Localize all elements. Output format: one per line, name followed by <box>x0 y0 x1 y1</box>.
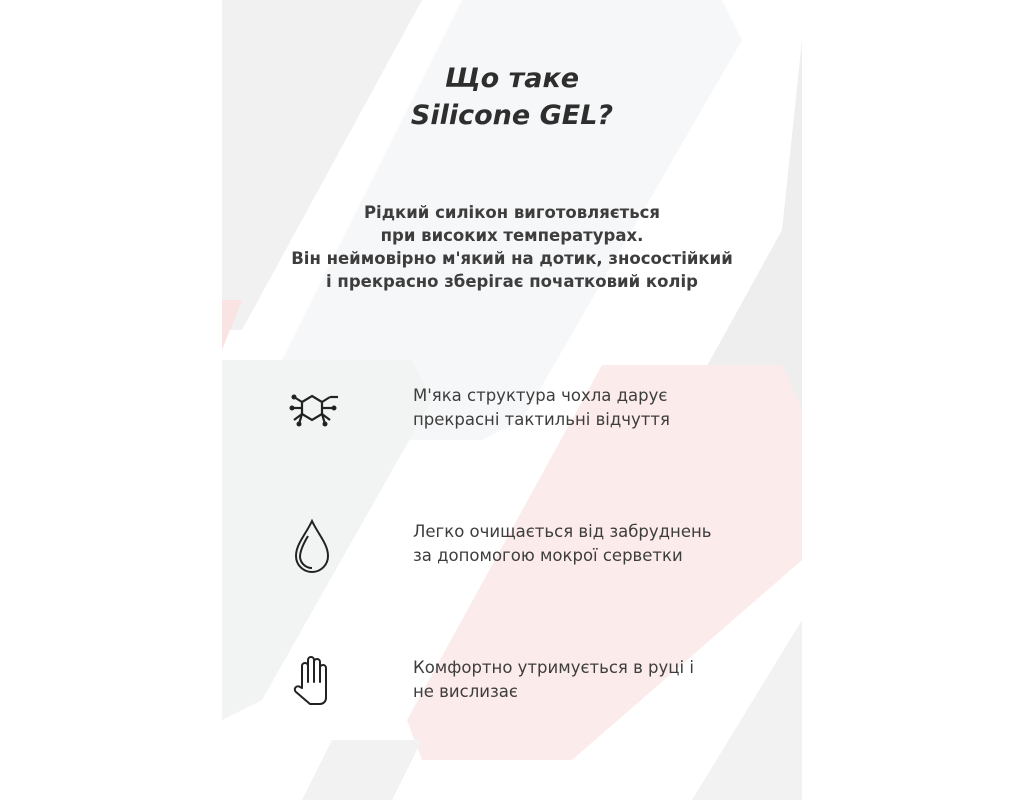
feature-soft-structure <box>222 380 802 440</box>
feature-comfortable-grip <box>222 652 802 712</box>
title-line-1: Що таке <box>444 63 580 94</box>
feature-easy-cleaning <box>222 516 802 576</box>
molecule-icon <box>282 380 342 440</box>
intro-line: Рідкий силікон виготовляється <box>363 203 661 222</box>
feature-line: Легко очищається від забруднень <box>413 522 712 541</box>
feature-line: за допомогою мокрої серветки <box>413 546 683 565</box>
feature-text <box>413 384 670 432</box>
feature-line: Комфортно утримується в руці і <box>413 658 694 677</box>
feature-line: прекрасні тактильні відчуття <box>413 410 670 429</box>
intro-line: при високих температурах. <box>380 226 644 245</box>
feature-line: М'яка структура чохла дарує <box>413 386 668 405</box>
feature-text <box>413 520 712 568</box>
infographic-panel <box>222 0 802 800</box>
intro-line: і прекрасно зберігає початковий колір <box>326 272 698 291</box>
page-title <box>222 60 802 134</box>
title-line-2: Silicone GEL? <box>410 100 614 131</box>
intro-line: Він неймовірно м'який на дотик, зносостійкий <box>291 249 733 268</box>
water-drop-icon <box>282 516 342 576</box>
feature-line: не вислизає <box>413 682 518 701</box>
hand-icon <box>282 652 342 712</box>
feature-text <box>413 656 694 704</box>
intro-paragraph <box>222 201 802 293</box>
